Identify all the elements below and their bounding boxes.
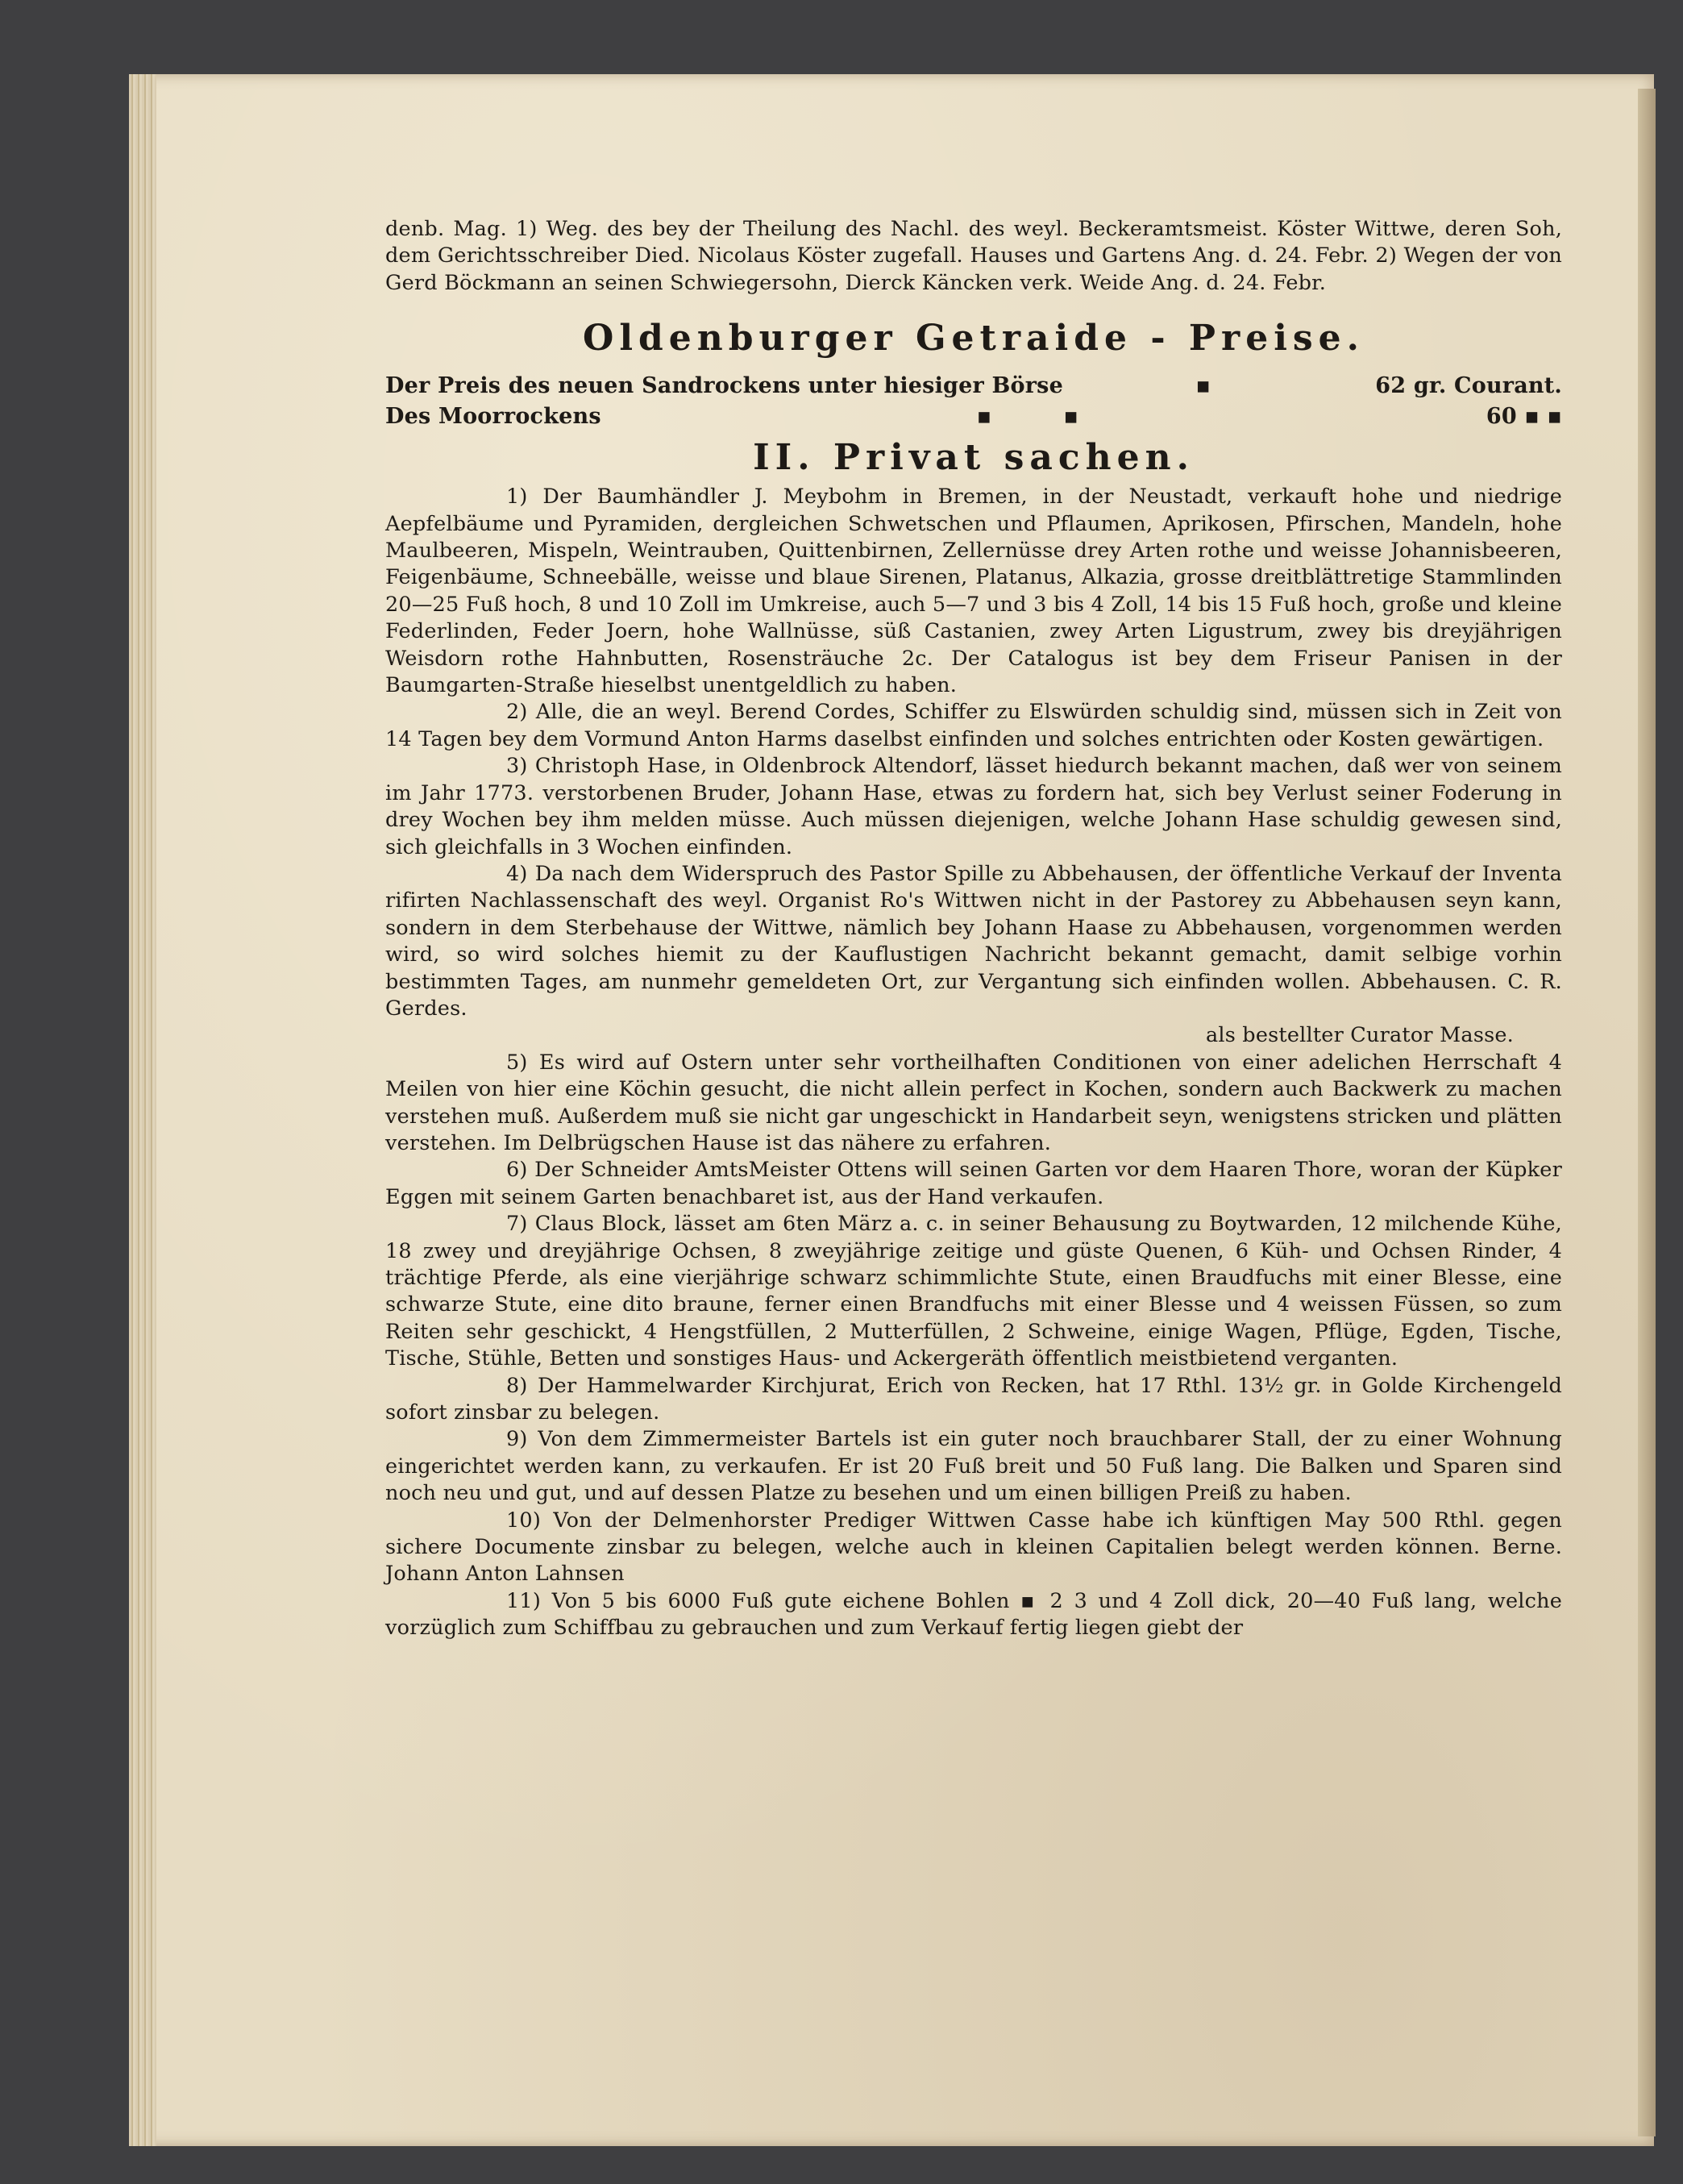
notice-paragraph: 2) Alle, die an weyl. Berend Cordes, Schiffer zu Elswürden schuldig sind, müssen sich in Zeit von 14 Tagen bey dem Vormund Anton Harms daselbst einfinden und solches entrichten oder Kosten gewärtigen.	[385, 700, 1562, 751]
notice-paragraph: 9) Von dem Zimmermeister Bartels ist ein guter noch brauchbarer Stall, der zu einer Wohnung eingerichtet werden kann, zu verkaufen. Er ist 20 Fuß breit und 50 Fuß lang. Die Balken und Sparen sind noch neu und gut, und auf dessen Platze zu besehen und um einen billigen Preiß zu haben.	[385, 1427, 1562, 1506]
page-edges	[129, 74, 156, 2146]
notice-paragraph: 11) Von 5 bis 6000 Fuß gute eichene Bohlen ▪ 2 3 und 4 Zoll dick, 20—40 Fuß lang, welche vorzüglich zum Schiffbau zu gebrauchen und zum Verkauf fertig liegen giebt der	[385, 1588, 1562, 1641]
price-value: 60 ▪ ▪	[1486, 404, 1562, 430]
grain-prices-heading: Oldenburger Getraide - Preise.	[582, 318, 1365, 360]
page-text	[385, 216, 1562, 1642]
price-value: 62 gr. Courant.	[1375, 373, 1562, 399]
price-label: Der Preis des neuen Sandrockens unter hiesiger Börse	[385, 373, 1063, 399]
notice-paragraph: 3) Christoph Hase, in Oldenbrock Altendorf, lässet hiedurch bekannt machen, daß wer von seinem im Jahr 1773. verstorbenen Bruder, Johann Hase, etwas zu fordern hat, sich bey Verlust seiner Foderung in drey Wochen bey ihm melden müsse. Auch müssen diejenigen, welche Johann Hase schuldig gewesen sind, sich gleichfalls in 3 Wochen einfinden.	[385, 754, 1562, 859]
price-dots: ▪ ▪	[976, 404, 1111, 430]
notice-paragraph: 4) Da nach dem Widerspruch des Pastor Spille zu Abbehausen, der öffentliche Verkauf der Inventa rifirten Nachlassenschaft des weyl. Organist Ro's Wittwen nicht in der Pastorey zu Abbehausen seyn kann, sondern in dem Sterbehause der Wittwe, nämlich bey Johann Haase zu Abbehausen, vorgenommen werden wird, so wird solches hiemit zu der Kauflustigen Nachricht bekannt gemacht, damit selbige vorhin bestimmten Tages, am nunmehr gemeldeten Ort, zur Vergantung sich einfinden wollen. Abbehausen. C. R. Gerdes.	[385, 861, 1562, 1021]
notice-paragraph: 7) Claus Block, lässet am 6ten März a. c. in seiner Behausung zu Boytwarden, 12 milchende Kühe, 18 zwey und dreyjährige Ochsen, 8 zweyjährige zeitige und güste Quenen, 6 Küh- und Ochsen Rinder, 4 trächtige Pferde, als eine vierjährige schwarz schimmlichte Stute, einen Braudfuchs mit einer Blesse, eine schwarze Stute, eine dito braune, ferner einen Brandfuchs mit einer Blesse und 4 weissen Füssen, so zum Reiten sehr geschickt, 4 Hengstfüllen, 2 Mutterfüllen, 2 Schweine, einige Wagen, Pflüge, Egden, Tische, Tische, Stühle, Betten und sonstiges Haus- und Ackergeräth öffentlich meistbietend verganten.	[385, 1212, 1562, 1371]
page-right-edge	[1638, 89, 1656, 2136]
notice-signature: als bestellter Curator Masse.	[1205, 1023, 1514, 1048]
price-label: Des Moorrockens	[385, 404, 601, 430]
price-dots: ▪	[1195, 373, 1243, 399]
price-row-sandrocken	[385, 371, 1562, 401]
notice-paragraph: 5) Es wird auf Ostern unter sehr vortheilhaften Conditionen von einer adelichen Herrschaft 4 Meilen von hier eine Köchin gesucht, die nicht allein perfect in Kochen, sondern auch Backwerk zu machen verstehen muß. Außerdem muß sie nicht gar ungeschickt in Handarbeit seyn, wenigstens stricken und plätten verstehen. Im Delbrügschen Hause ist das nähere zu erfahren.	[385, 1050, 1562, 1155]
notice-paragraph: 10) Von der Delmenhorster Prediger Wittwen Casse habe ich künftigen May 500 Rthl. gegen sichere Documente zinsbar zu belegen, welche auch in kleinen Capitalien belegt werden können. Berne. Johann Anton Lahnsen	[385, 1508, 1562, 1587]
private-affairs-heading: II. Privat sachen.	[753, 437, 1195, 479]
notice-paragraph: 1) Der Baumhändler J. Meybohm in Bremen, in der Neustadt, verkauft hohe und niedrige Aepfelbäume und Pyramiden, dergleichen Schwetschen und Pflaumen, Aprikosen, Pfirschen, Mandeln, hohe Maulbeeren, Mispeln, Weintrauben, Quittenbirnen, Zellernüsse drey Arten rothe und weisse Johannisbeeren, Feigenbäume, Schneebälle, weisse und blaue Sirenen, Platanus, Alkazia, grosse dreitblättretige Stammlinden 20—25 Fuß hoch, 8 und 10 Zoll im Umkreise, auch 5—7 und 3 bis 4 Zoll, 14 bis 15 Fuß hoch, große und kleine Federlinden, Feder Joern, hohe Wallnüsse, süß Castanien, zwey Arten Ligustrum, zwey bis dreyjährigen Weisdorn rothe Hahnbutten, Rosensträuche 2c. Der Catalogus ist bey dem Friseur Panisen in der Baumgarten-Straße hieselbst unentgeldlich zu haben.	[385, 485, 1562, 698]
opening-paragraph: denb. Mag. 1) Weg. des bey der Theilung des Nachl. des weyl. Beckeramtsmeist. Köster Wittwe, deren Soh, dem Gerichtsschreiber Died. Nicolaus Köster zugefall. Hauses und Gartens Ang. d. 24. Febr. 2) Wegen der von Gerd Böckmann an seinen Schwiegersohn, Dierck Käncken verk. Weide Ang. d. 24. Febr.	[385, 217, 1562, 295]
price-row-moorrocken	[385, 401, 1562, 432]
notice-paragraph: 6) Der Schneider AmtsMeister Ottens will seinen Garten vor dem Haaren Thore, woran der Küpker Eggen mit seinem Garten benachbaret ist, aus der Hand verkaufen.	[385, 1158, 1562, 1209]
notice-paragraph: 8) Der Hammelwarder Kirchjurat, Erich von Recken, hat 17 Rthl. 13½ gr. in Golde Kirchengeld sofort zinsbar zu belegen.	[385, 1373, 1562, 1425]
